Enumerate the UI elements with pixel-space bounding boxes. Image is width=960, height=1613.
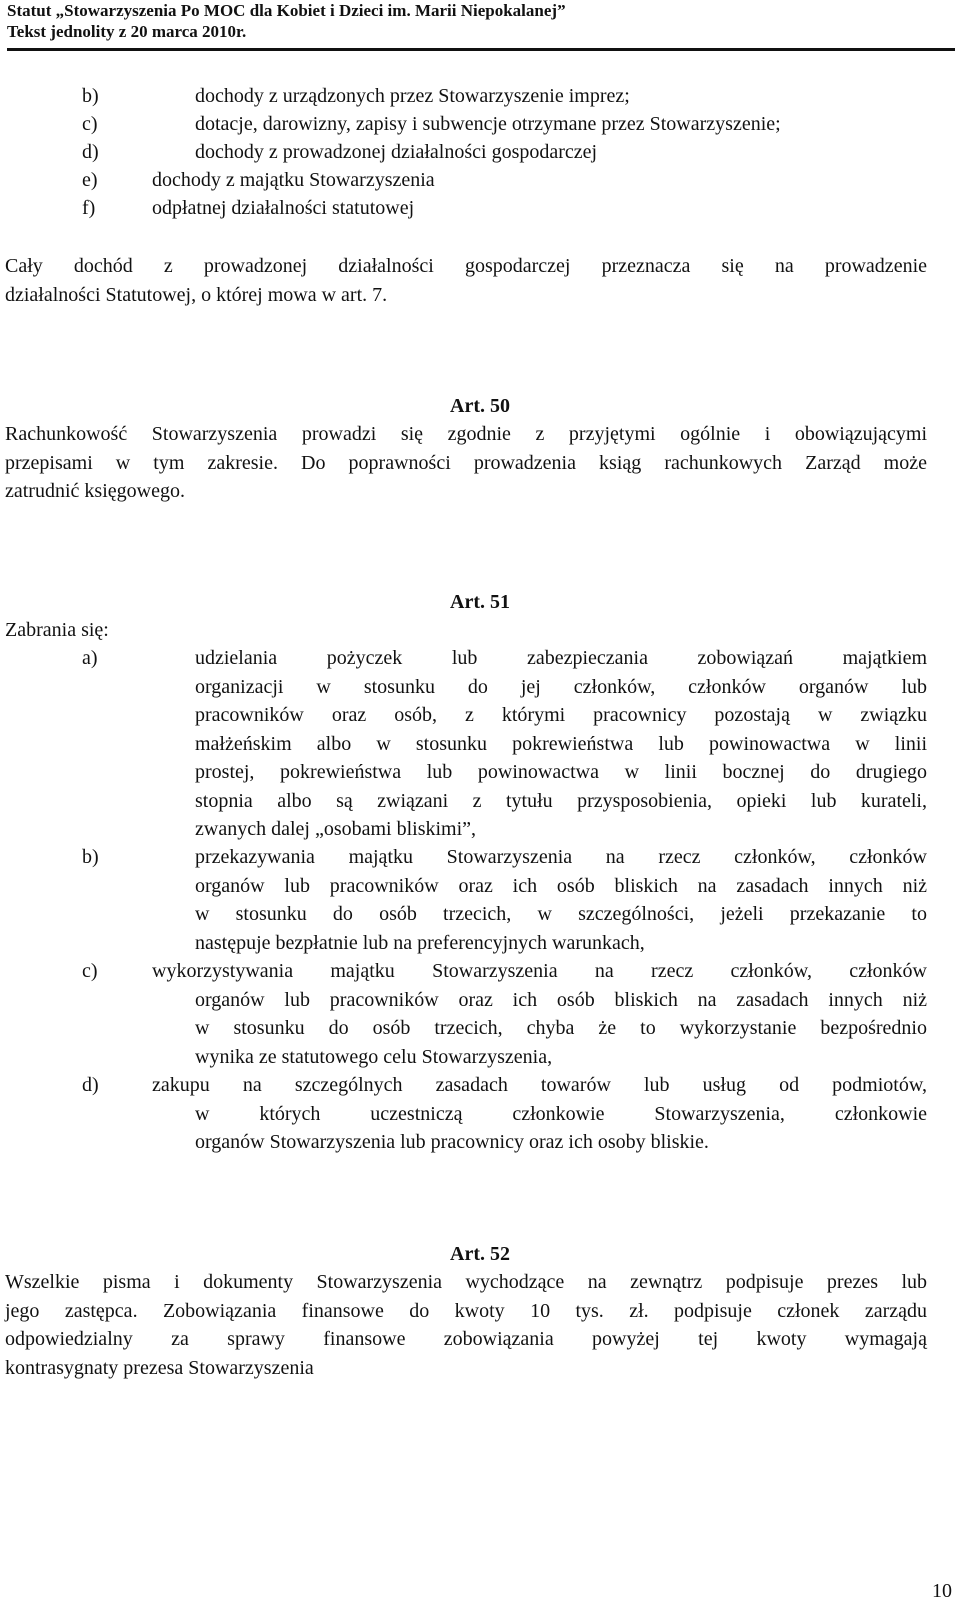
- income-paragraph: [5, 252, 927, 309]
- list-letter: b): [82, 85, 99, 107]
- paragraph-line: Cały dochód z prowadzonej działalności gospodarczej przeznacza się na prowadzenie: [5, 255, 927, 277]
- item-line: wykorzystywania majątku Stowarzyszenia na rzecz członków, członków: [152, 960, 927, 982]
- list-item: dochody z prowadzonej działalności gospodarczej: [195, 141, 598, 163]
- paragraph-line: działalności Statutowej, o której mowa w art. 7.: [5, 283, 388, 306]
- paragraph-line: przepisami w tym zakresie. Do poprawności prowadzenia ksiąg rachunkowych Zarząd może: [5, 451, 927, 474]
- article-51-item-a: [195, 644, 927, 844]
- page-number: 10: [932, 1580, 952, 1602]
- header-title: Statut „Stowarzyszenia Po MOC dla Kobiet i Dzieci im. Marii Niepokalanej”: [7, 1, 566, 20]
- paragraph-line: Rachunkowość Stowarzyszenia prowadzi się zgodnie z przyjętymi ogólnie i obowiązującymi: [5, 423, 927, 445]
- list-item: odpłatnej działalności statutowej: [152, 197, 415, 219]
- article-51-item-c: [152, 957, 927, 1071]
- item-line: organów lub pracowników oraz ich osób bliskich na zasadach innych niż: [195, 874, 927, 897]
- list-item: dochody z urządzonych przez Stowarzyszenie imprez;: [195, 85, 630, 107]
- item-line: w stosunku do osób trzecich, chyba że to wykorzystanie bezpośrednio: [195, 1017, 927, 1039]
- article-51-item-b: [195, 843, 927, 957]
- item-line: organów lub pracowników oraz ich osób bliskich na zasadach innych niż: [195, 988, 927, 1011]
- article-50-title: Art. 50: [450, 395, 510, 417]
- list-letter: e): [82, 169, 98, 191]
- article-51-title: Art. 51: [450, 591, 510, 613]
- item-line: wynika ze statutowego celu Stowarzyszenia,: [195, 1045, 553, 1068]
- paragraph-line: jego zastępca. Zobowiązania finansowe do kwoty 10 tys. zł. podpisuje członek zarządu: [5, 1299, 927, 1322]
- document-header: [7, 0, 955, 42]
- list-letter: a): [82, 647, 98, 669]
- header-rule: [7, 48, 955, 51]
- item-line: w których uczestniczą członkowie Stowarzyszenia, członkowie: [195, 1102, 927, 1125]
- item-line: zakupu na szczególnych zasadach towarów lub usług od podmiotów,: [152, 1074, 927, 1096]
- article-50-body: [5, 420, 927, 506]
- item-line: następuje bezpłatnie lub na preferencyjnych warunkach,: [195, 931, 645, 954]
- article-52-title: Art. 52: [450, 1243, 510, 1265]
- item-line: organów Stowarzyszenia lub pracownicy oraz ich osoby bliskie.: [195, 1131, 709, 1153]
- item-line: przekazywania majątku Stowarzyszenia na rzecz członków, członków: [195, 846, 927, 868]
- item-line: stopnia albo są związani z tytułu przysposobienia, opieki lub kurateli,: [195, 789, 927, 812]
- item-line: małżeńskim albo w stosunku pokrewieństwa lub powinowactwa w linii: [195, 732, 927, 755]
- list-letter: c): [82, 113, 98, 135]
- paragraph-line: Wszelkie pisma i dokumenty Stowarzyszenia wychodzące na zewnątrz podpisuje prezes lub: [5, 1271, 927, 1293]
- list-letter: d): [82, 1074, 99, 1096]
- article-52-body: [5, 1268, 927, 1382]
- list-item: dochody z majątku Stowarzyszenia: [152, 169, 435, 191]
- item-line: zwanych dalej „osobami bliskimi”,: [195, 818, 477, 840]
- list-item: dotacje, darowizny, zapisy i subwencje otrzymane przez Stowarzyszenie;: [195, 113, 781, 135]
- item-line: udzielania pożyczek lub zabezpieczania zobowiązań majątkiem: [195, 647, 927, 669]
- article-51-intro: Zabrania się:: [5, 619, 109, 641]
- list-letter: f): [82, 197, 96, 219]
- item-line: w stosunku do osób trzecich, w szczególności, jeżeli przekazanie to: [195, 903, 927, 925]
- item-line: prostej, pokrewieństwa lub powinowactwa w linii bocznej do drugiego: [195, 761, 927, 783]
- list-letter: d): [82, 141, 99, 163]
- header-subtitle: Tekst jednolity z 20 marca 2010r.: [7, 22, 247, 41]
- item-line: pracowników oraz osób, z którymi pracownicy pozostają w związku: [195, 704, 927, 726]
- paragraph-line: kontrasygnaty prezesa Stowarzyszenia: [5, 1356, 314, 1379]
- article-51-item-d: [152, 1071, 927, 1157]
- paragraph-line: odpowiedzialny za sprawy finansowe zobowiązania powyżej tej kwoty wymagają: [5, 1328, 927, 1350]
- list-letter: c): [82, 960, 98, 982]
- paragraph-line: zatrudnić księgowego.: [5, 480, 185, 502]
- item-line: organizacji w stosunku do jej członków, członków organów lub: [195, 675, 927, 698]
- list-letter: b): [82, 846, 99, 868]
